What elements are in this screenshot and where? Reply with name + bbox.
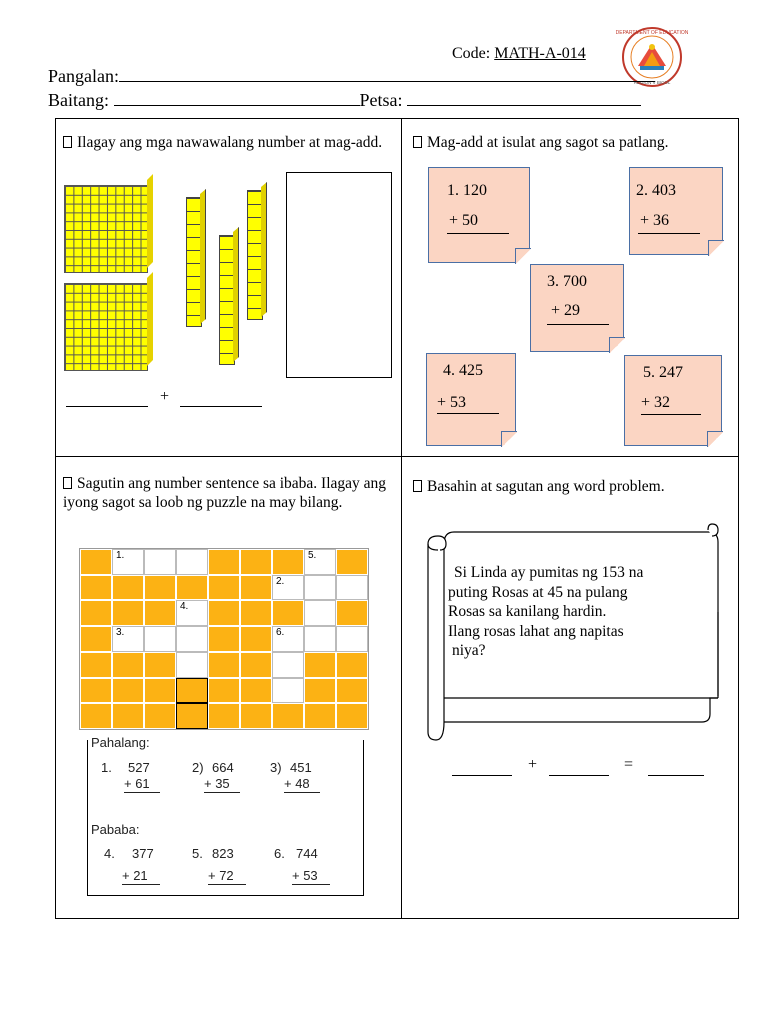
puzzle-cell (272, 600, 304, 626)
puzzle-cell[interactable] (304, 549, 336, 575)
word-problem-line: Rosas sa kanilang hardin. (448, 603, 607, 620)
vertical-divider (401, 118, 402, 919)
page-curl (707, 431, 723, 447)
puzzle-cell (240, 626, 272, 652)
checkbox-icon (413, 480, 422, 492)
q1-blank-2[interactable] (180, 406, 262, 407)
puzzle-cell (208, 600, 240, 626)
equation-blank-2[interactable] (549, 775, 609, 776)
answer-rule[interactable] (447, 233, 509, 234)
puzzle-cell (240, 652, 272, 678)
sticky-note-1 (428, 167, 530, 263)
problem-3-line2: + 29 (551, 302, 581, 319)
puzzle-cell (240, 703, 272, 729)
puzzle-cell[interactable] (112, 549, 144, 575)
page-curl (515, 248, 531, 264)
q1-plus: + (160, 388, 170, 405)
word-problem-line: Si Linda ay pumitas ng 153 na (454, 564, 644, 581)
q1-blank-1[interactable] (66, 406, 148, 407)
puzzle-cell (144, 600, 176, 626)
puzzle-cell (240, 678, 272, 704)
puzzle-cell (80, 678, 112, 704)
across-3-num: 3) (270, 760, 282, 775)
down-6-top: 744 (296, 846, 318, 861)
tens-rod (247, 190, 263, 320)
name-label: Pangalan: (48, 66, 119, 86)
across-1-top: 527 (128, 760, 150, 775)
puzzle-cell[interactable] (176, 652, 208, 678)
puzzle-cell[interactable] (144, 549, 176, 575)
code-value: MATH-A-014 (494, 45, 586, 62)
across-2-top: 664 (212, 760, 234, 775)
down-5-num: 5. (192, 846, 203, 861)
q4-instruction-text: Basahin at sagutan ang word problem. (427, 478, 665, 495)
hundreds-flat (64, 185, 148, 273)
puzzle-cell (144, 575, 176, 601)
puzzle-cell[interactable] (272, 652, 304, 678)
equation-plus: + (528, 756, 538, 773)
clue-number: 1. (116, 550, 125, 561)
logo-bottom-text: REGION V BICOL (633, 80, 671, 85)
down-4-num: 4. (104, 846, 115, 861)
word-problem-line: niya? (452, 642, 486, 659)
puzzle-cell (240, 549, 272, 575)
puzzle-cell (80, 703, 112, 729)
q4-instruction (413, 477, 733, 496)
checkbox-icon (63, 136, 72, 148)
answer-rule[interactable] (122, 884, 160, 885)
checkbox-icon (63, 477, 72, 489)
across-3-bottom: + 48 (284, 776, 310, 791)
grade-blank[interactable] (114, 90, 360, 106)
puzzle-cell (336, 703, 368, 729)
puzzle-cell (336, 549, 368, 575)
puzzle-cell[interactable] (176, 549, 208, 575)
puzzle-cell (208, 575, 240, 601)
puzzle-cell (304, 678, 336, 704)
down-6-bottom: + 53 (292, 868, 318, 883)
q1-instruction-text: Ilagay ang mga nawawalang number at mag-add. (77, 134, 383, 151)
puzzle-cell (336, 652, 368, 678)
puzzle-cell[interactable] (272, 626, 304, 652)
puzzle-cell (144, 652, 176, 678)
page-curl (708, 240, 724, 256)
page-curl (609, 337, 625, 353)
clue-number: 3. (116, 627, 125, 639)
puzzle-cell[interactable] (336, 626, 368, 652)
equation-blank-1[interactable] (452, 775, 512, 776)
name-row (48, 66, 655, 87)
puzzle-cell (144, 678, 176, 704)
code-label: Code: (452, 45, 491, 62)
puzzle-cell (112, 600, 144, 626)
equation-answer-blank[interactable] (648, 775, 704, 776)
across-2-num: 2) (192, 760, 204, 775)
equation-equals: = (624, 756, 634, 773)
puzzle-cell (80, 549, 112, 575)
q1-instruction (63, 133, 393, 152)
puzzle-cell (112, 703, 144, 729)
hundreds-flat (64, 283, 148, 371)
sticky-note-4 (426, 353, 516, 446)
problem-4-line1: 4. 425 (443, 362, 483, 379)
puzzle-cell[interactable] (272, 575, 304, 601)
document-code (452, 45, 586, 63)
number-sentences-box (87, 735, 364, 896)
puzzle-cell (208, 626, 240, 652)
grade-date-row (48, 90, 641, 111)
word-problem-text (448, 563, 643, 661)
answer-rule[interactable] (284, 792, 320, 793)
problem-2-line2: + 36 (640, 212, 670, 229)
clue-number: 2. (276, 575, 285, 587)
puzzle-cell (176, 575, 208, 601)
checkbox-icon (413, 136, 422, 148)
puzzle-cell (208, 703, 240, 729)
horizontal-divider (55, 456, 739, 457)
answer-rule[interactable] (641, 414, 701, 415)
q2-instruction-text: Mag-add at isulat ang sagot sa patlang. (427, 134, 669, 151)
across-1-num: 1. (101, 760, 112, 775)
puzzle-cell (112, 678, 144, 704)
problem-4-line2: + 53 (437, 394, 467, 411)
answer-rule[interactable] (638, 233, 700, 234)
puzzle-cell (240, 600, 272, 626)
puzzle-cell (80, 575, 112, 601)
puzzle-cell (208, 652, 240, 678)
down-5-top: 823 (212, 846, 234, 861)
puzzle-cell[interactable] (272, 678, 304, 704)
name-blank[interactable] (119, 66, 655, 82)
problem-3-line1: 3. 700 (547, 273, 587, 290)
puzzle-cell (304, 703, 336, 729)
sticky-note-2 (629, 167, 723, 255)
puzzle-cell (112, 575, 144, 601)
down-4-bottom: + 21 (122, 868, 148, 883)
answer-rule[interactable] (437, 413, 499, 414)
problem-1-line2: + 50 (449, 212, 479, 229)
puzzle-cell (304, 652, 336, 678)
down-4-top: 377 (132, 846, 154, 861)
q3-instruction-text: Sagutin ang number sentence sa ibaba. Ilagay ang iyong sagot sa loob ng puzzle na may bilang. (63, 475, 387, 511)
date-label: Petsa: (359, 90, 403, 110)
tens-rod (219, 235, 235, 365)
down-6-num: 6. (274, 846, 285, 861)
puzzle-cell (80, 652, 112, 678)
sticky-note-5 (624, 355, 722, 446)
answer-rule[interactable] (208, 884, 246, 885)
puzzle-cell[interactable] (176, 626, 208, 652)
puzzle-cell (208, 678, 240, 704)
puzzle-cell[interactable] (304, 626, 336, 652)
clue-number: 4. (180, 601, 189, 613)
puzzle-cell[interactable] (176, 600, 208, 626)
puzzle-cell[interactable] (176, 678, 208, 704)
puzzle-cell (208, 549, 240, 575)
word-problem-line: puting Rosas at 45 na pulang (448, 583, 628, 601)
sticky-note-3 (530, 264, 624, 352)
clue-number: 5. (308, 550, 317, 561)
puzzle-cell (144, 703, 176, 729)
q3-instruction (63, 474, 398, 512)
problem-2-line1: 2. 403 (636, 182, 676, 199)
puzzle-cell (336, 600, 368, 626)
puzzle-cell (272, 549, 304, 575)
tens-rod (186, 197, 202, 327)
answer-rule[interactable] (204, 792, 240, 793)
date-blank[interactable] (407, 90, 641, 106)
grade-label: Baitang: (48, 90, 109, 110)
puzzle-cell (336, 678, 368, 704)
puzzle-cell (80, 626, 112, 652)
answer-rule[interactable] (292, 884, 330, 885)
problem-5-line1: 5. 247 (643, 364, 683, 381)
q1-answer-box[interactable] (286, 172, 392, 378)
puzzle-cell[interactable] (112, 626, 144, 652)
puzzle-cell[interactable] (304, 575, 336, 601)
page-curl (501, 431, 517, 447)
down-5-bottom: + 72 (208, 868, 234, 883)
crossword-puzzle (79, 548, 369, 730)
across-3-top: 451 (290, 760, 312, 775)
puzzle-cell (272, 703, 304, 729)
answer-rule[interactable] (547, 324, 609, 325)
across-2-bottom: + 35 (204, 776, 230, 791)
puzzle-cell[interactable] (176, 703, 208, 729)
clue-number: 6. (276, 627, 285, 639)
puzzle-cell (80, 600, 112, 626)
puzzle-cell[interactable] (144, 626, 176, 652)
across-1-bottom: + 61 (124, 776, 150, 791)
puzzle-cell (240, 575, 272, 601)
puzzle-cell[interactable] (304, 600, 336, 626)
logo-top-text: DEPARTMENT OF EDUCATION (615, 30, 689, 36)
word-problem-line: Ilang rosas lahat ang napitas (448, 622, 624, 640)
q2-instruction (413, 133, 733, 152)
puzzle-cell[interactable] (336, 575, 368, 601)
problem-1-line1: 1. 120 (447, 182, 487, 199)
across-label: Pahalang: (91, 735, 150, 750)
problem-5-line2: + 32 (641, 394, 671, 411)
answer-rule[interactable] (124, 792, 160, 793)
puzzle-cell (112, 652, 144, 678)
down-label: Pababa: (91, 822, 140, 837)
